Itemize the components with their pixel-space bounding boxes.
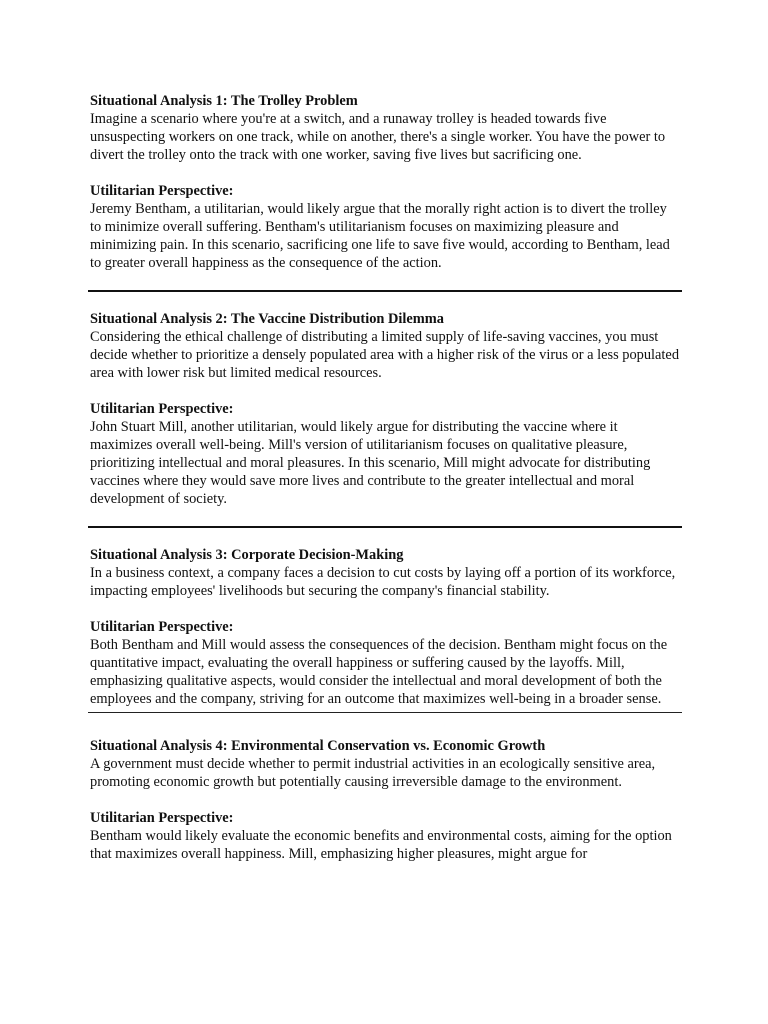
perspective-heading: Utilitarian Perspective:: [90, 810, 234, 826]
perspective-heading: Utilitarian Perspective:: [90, 183, 234, 199]
section-1: [90, 92, 680, 272]
document-page: [90, 92, 680, 863]
perspective-text: John Stuart Mill, another utilitarian, would likely argue for distributing the vaccine where it maximizes overall well-being. Mill's version of utilitarianism focuses on qualitative pleasure, prioritizing intellectual and moral pleasures. In this scenario, Mill might advocate for distributing vaccines where they would save more lives and contribute to the greater intellectual and moral development of society.: [90, 419, 651, 507]
perspective-text: Both Bentham and Mill would assess the consequences of the decision. Bentham might focus on the quantitative impact, evaluating the overall happiness or suffering caused by the layoffs. Mill, emphasizing qualitative aspects, would consider the intellectual and moral development of both the employees and the company, striving for an outcome that maximizes well-being in a broader sense.: [90, 637, 668, 707]
section-title: Situational Analysis 1: The Trolley Problem: [90, 93, 358, 109]
perspective-text: Jeremy Bentham, a utilitarian, would likely argue that the morally right action is to divert the trolley to minimize overall suffering. Bentham's utilitarianism focuses on maximizing pleasure and minimizing pain. In this scenario, sacrificing one life to save five would, according to Bentham, lead to greater overall happiness as the consequence of the action.: [90, 201, 670, 271]
section-title: Situational Analysis 3: Corporate Decision-Making: [90, 547, 404, 563]
section-title: Situational Analysis 4: Environmental Conservation vs. Economic Growth: [90, 738, 546, 754]
section-3: [90, 546, 680, 708]
section-text: Imagine a scenario where you're at a switch, and a runaway trolley is headed towards five unsuspecting workers on one track, while on another, there's a single worker. You have the power to divert the trolley onto the track with one worker, saving five lives but sacrificing one.: [90, 111, 666, 163]
perspective-text: Bentham would likely evaluate the economic benefits and environmental costs, aiming for the option that maximizes overall happiness. Mill, emphasizing higher pleasures, might argue for: [90, 828, 672, 862]
section-divider: [88, 290, 682, 292]
section-divider: [88, 712, 682, 713]
section-title: Situational Analysis 2: The Vaccine Distribution Dilemma: [90, 311, 444, 327]
section-text: In a business context, a company faces a decision to cut costs by laying off a portion of its workforce, impacting employees' livelihoods but securing the company's financial stability.: [90, 565, 676, 599]
section-2: [90, 310, 680, 508]
section-text: Considering the ethical challenge of distributing a limited supply of life-saving vaccines, you must decide whether to prioritize a densely populated area with a higher risk of the virus or a less populated area with lower risk but limited medical resources.: [90, 329, 680, 381]
section-text: A government must decide whether to permit industrial activities in an ecologically sensitive area, promoting economic growth but potentially causing irreversible damage to the environment.: [90, 756, 656, 790]
section-divider: [88, 526, 682, 528]
perspective-heading: Utilitarian Perspective:: [90, 401, 234, 417]
section-4: [90, 737, 680, 863]
perspective-heading: Utilitarian Perspective:: [90, 619, 234, 635]
